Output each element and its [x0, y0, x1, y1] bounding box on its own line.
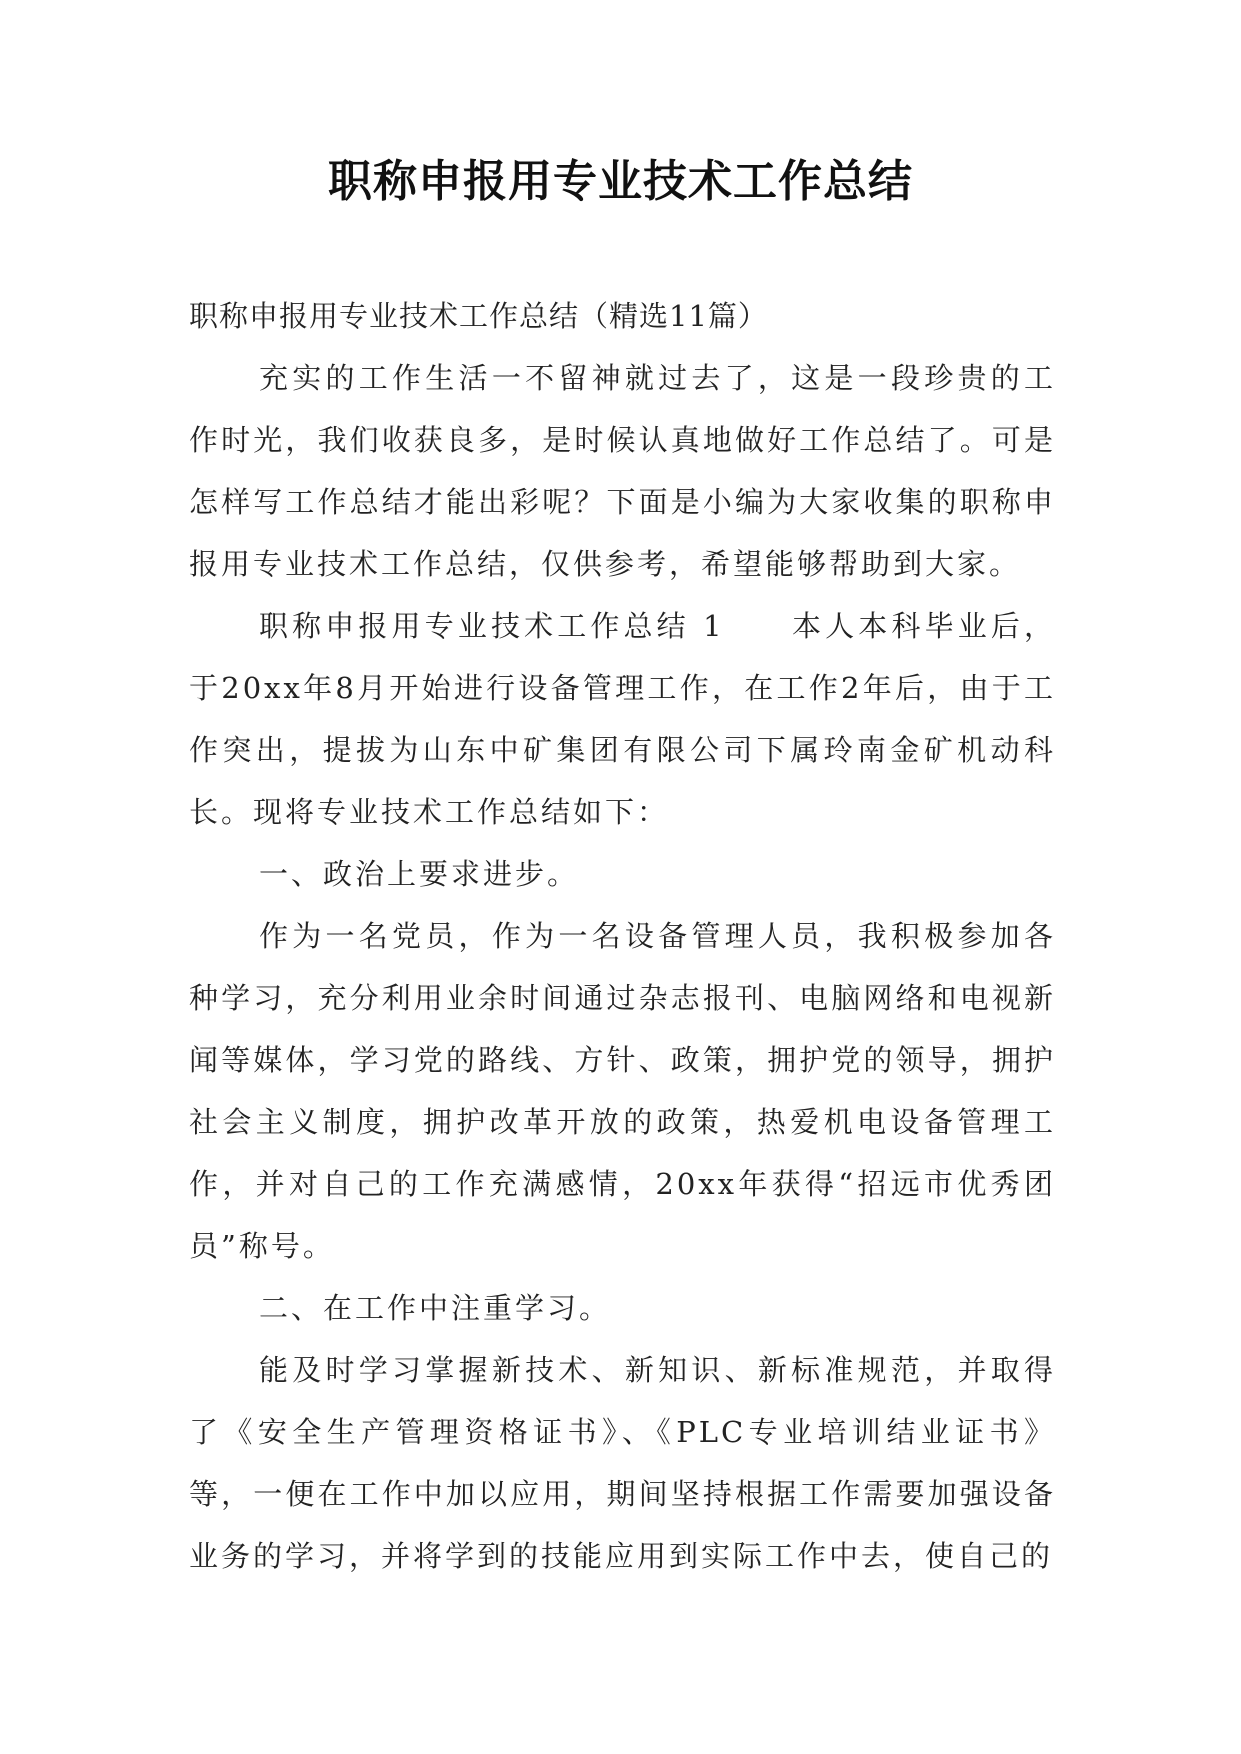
document-title: 职称申报用专业技术工作总结 [328, 156, 913, 207]
heading-politics: 一、政治上要求进步。 [259, 857, 580, 891]
document-subtitle: 职称申报用专业技术工作总结（精选11篇） [189, 299, 768, 333]
paragraph-summary-1: 职称申报用专业技术工作总结 1 本人本科毕业后，于20xx年8月开始进行设备管理工作，在工作2年后，由于工作突出，提拔为山东中矿集团有限公司下属玲南金矿机动科长。现将专业技术工作总结如下： [189, 609, 1056, 829]
heading-learning: 二、在工作中注重学习。 [259, 1291, 612, 1325]
document-body [189, 285, 1056, 1587]
paragraph-intro: 充实的工作生活一不留神就过去了，这是一段珍贵的工作时光，我们收获良多，是时候认真地做好工作总结了。可是怎样写工作总结才能出彩呢？下面是小编为大家收集的职称申报用专业技术工作总结，仅供参考，希望能够帮助到大家。 [189, 361, 1056, 581]
paragraph-politics: 作为一名党员，作为一名设备管理人员，我积极参加各种学习，充分利用业余时间通过杂志报刊、电脑网络和电视新闻等媒体，学习党的路线、方针、政策，拥护党的领导，拥护社会主义制度，拥护改革开放的政策，热爱机电设备管理工作，并对自己的工作充满感情，20xx年获得“招远市优秀团员”称号。 [189, 919, 1056, 1263]
paragraph-learning: 能及时学习掌握新技术、新知识、新标准规范，并取得了《安全生产管理资格证书》、《PLC专业培训结业证书》等，一便在工作中加以应用，期间坚持根据工作需要加强设备业务的学习，并将学到的技能应用到实际工作中去，使自己的 [189, 1353, 1056, 1573]
